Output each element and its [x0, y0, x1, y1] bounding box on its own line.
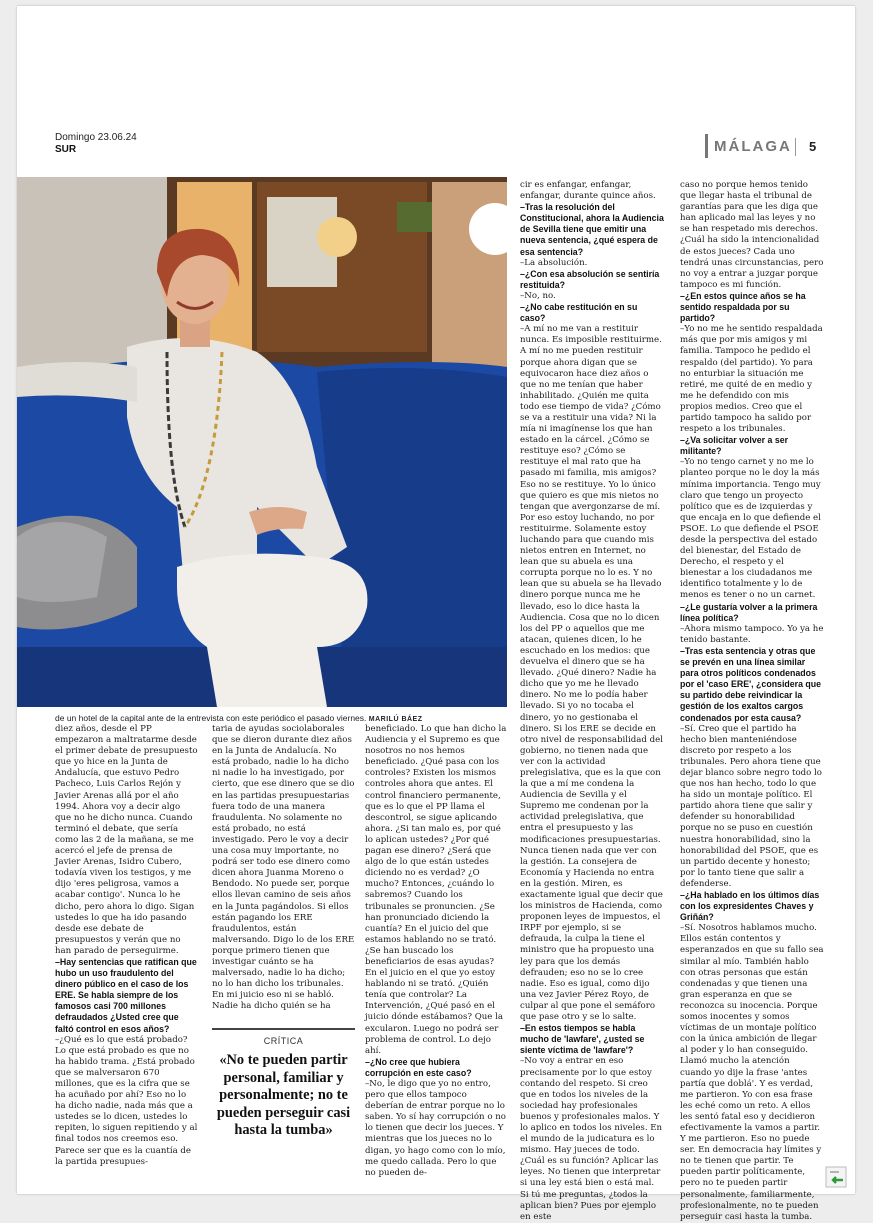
interview-answer: –No, le digo que yo no entro, pero que ellos tampoco deberían de entrar porque no lo saben. Yo sí hay corrupción o no lo tienen que decir los jueces. Y mientras que los jueces no lo digan, yo hago como con lo mío, me quedo callada. Pero lo que no pueden de-: [365, 1079, 506, 1178]
caption-text: de un hotel de la capital ante de la entrevista con este periódico el pasado viernes.: [55, 713, 367, 723]
interview-answer: –A mí no me van a restituir nunca. Es imposible restituirme. A mí no me pueden restituir porque ahora digan que se equivocaron hace diez años o que no me tenían que haber inhabilitado. ¿Quién me quita todo ese tiempo de vida? ¿Cómo se va a restituir una vida? Ni la mía ni imagínense los que han estado en la cárcel. ¿Cómo se restituye eso? ¿Cómo se restituye el mal rato que ha pasado mi familia, mis amigos? Eso no se restituye. Yo lo único que quiero es que mis nietos no tengan que avergonzarse de mí. Por eso estoy luchando, no por restituirme. Solamente estoy luchando para que cuando mis nietos entren en Internet, no lean que su abuela es una corrupta porque no lo es. Y no lean que su abuela se ha llevado dinero porque nunca me he llevado, eso lo dice hasta la Audiencia. Cosa que no lo dicen los del PP o aquellos que me atacan, quienes dicen, lo he escuchado en los medios: que devuelva el dinero que se ha llevado. ¿Qué dinero? Nadie ha dicho que yo me he llevado dinero. No me lo podía haber llevado. Si yo no tocaba el dinero, yo no gestionaba el dinero. Si los ERE se decide en otro nivel de responsabilidad del gobierno, no tienen nada que ver con la actividad prelegislativa, que es la que con la que a mí me condena la Audiencia de Sevilla y el Supremo me condenan por la actividad prelegislativa, que entra el presupuesto y las modificaciones presupuestarias. Nunca tienen nada que ver con la gestión. La consejera de Economía y Hacienda no entra en la gestión. Miren, es exactamente igual que decir que los ministros de Hacienda, como proponen leyes de impuestos, el IRPF por ejemplo, si se defrauda, la culpa la tiene el ministro que ha propuesto una ley para que los demás defrauden; eso no se lo cree nadie. Eso es igual, como dijo una vez Javier Pérez Royo, de culpar al que pone el semáforo que pase otro y se lo salte.: [520, 324, 663, 1023]
article-column-5: [680, 180, 824, 1223]
newspaper-page: [17, 6, 855, 1222]
interview-answer: taria de ayudas sociolaborales que se dieron durante diez años en la Junta de Andalucía. No está probado, nadie lo ha dicho ni nadie lo ha investigado, por cierto, que ese dinero que se dio en las partidas presupuestarias fuera todo de una manera fraudulenta. No solamente no está probado, no está investigado. Pero le voy a decir una cosa muy importante, no podrá ser todo ese dinero como dicen ahora Juanma Moreno o Bendodo. No puede ser, porque ellos llevan camino de seis años en la Junta pagándolos. Si ellos están pagando los ERE fraudulentos, están malversando. Digo lo de los ERE porque primero tienen que investigar cuánto se ha malversado, nadie lo ha dicho; no lo han dicho los tribunales. En mi juicio eso ni se habló. Nadie ha dicho quién se ha: [212, 724, 355, 1012]
interview-question: –¿En estos quince años se ha sentido respaldada por su partido?: [680, 290, 806, 324]
interview-answer: diez años, desde el PP empezaron a maltratarme desde el primer debate de presupuesto que yo hice en la Junta de Andalucía, que estuvo Pedro Pacheco, Luis Carlos Rejón y Javier Arenas allá por el año 1994. Ahora voy a decir algo que no he dicho nunca. Cuando terminó el debate, que sería como las 2 de la mañana, se me acercó el jefe de prensa de Javier Arenas, Isidro Cubero, todavía viven los testigos, y me dijo 'eres peligrosa, vamos a acabar contigo'. Nunca lo he dicho, pero ahora lo digo. Sigan ustedes lo que ha ido pasando desde ese debate de presupuestos y verán que no han parado de perseguirme.: [55, 724, 198, 956]
interview-answer: cir es enfangar, enfangar, enfangar, durante quince años.: [520, 180, 656, 202]
edition-date: Domingo 23.06.24: [55, 132, 137, 143]
interview-question: –¿Le gustaría volver a la primera línea política?: [680, 601, 818, 623]
interview-answer: beneficiado. Lo que han dicho la Audiencia y el Supremo es que nosotros no nos hemos beneficiado. ¿Qué pasa con los controles? Existen los mismos controles ahora que antes. El control financiero permanente, que es lo que el PP llama el descontrol, se sigue aplicando ahora. ¿Si tan malo es, por qué lo aplican ustedes? ¿Por qué pagan ese dinero? ¿Será que algo de lo que están ustedes diciendo no es verdad? ¿O mucho? Entonces, ¿cuándo lo sabremos? Cuando los tribunales se pronuncien. ¿Se han pronunciado diciendo la cuantía? En el juicio del que estamos hablando no se trató. ¿Se han buscado los beneficiarios de esas ayudas? En el juicio en el que yo estoy hablando ni se trató. ¿Quién tenía que controlar? La Intervención, ¿Qué pasó en el juicio dónde estábamos? Que la excularon. Luego no podrá ser problema de control. Lo dejo ahí.: [365, 724, 507, 1056]
header-divider: [705, 134, 708, 158]
header-divider-thin: [795, 138, 796, 156]
photo-caption: [55, 713, 515, 723]
interview-answer: –No voy a entrar en eso precisamente por lo que estoy contando del respeto. Si creo que en todos los niveles de la sociedad hay profesionales buenos y profesionales malos. Y lo aplico en todos los niveles. En el mundo de la judicatura es lo mismo. Hay jueces de todo. ¿Cuál es su función? Aplicar las leyes. No tienen que interpretar si una ley está bien o está mal. Si tú me preguntas, ¿todos la aplican bien? Pues por ejemplo en este: [520, 1056, 663, 1222]
interview-question: –¿Ha hablado en los últimos días con los expresidentes Chaves y Griñán?: [680, 890, 820, 923]
article-column-3: [365, 724, 508, 1179]
page-corner-arrow-icon[interactable]: [825, 1166, 847, 1188]
interview-question: –Tras esta sentencia y otras que se prevén en una línea similar para otros políticos condenados por el 'caso ERE', ¿considera que su partido debe reivindicar la gestión de los exaltos cargos condenados por esta causa?: [680, 645, 822, 723]
woman-on-sofa-illustration: [17, 177, 507, 707]
section-name: MÁLAGA: [714, 138, 792, 155]
pull-quote: «No te pueden partir personal, familiar y personalmente; no te pueden perseguir casi hasta la tumba»: [216, 1052, 351, 1138]
interview-answer: caso no porque hemos tenido que llegar hasta el tribunal de garantías para que les diga que han aplicado mal las leyes y no se han respetado mis derechos. ¿Cuál ha sido la intencionalidad de estos jueces? Cada uno tendrá unas circunstancias, pero no voy a entrar a juzgar porque tampoco es mi función.: [680, 180, 824, 290]
interview-photo: [17, 177, 507, 707]
interview-question: –¿Va solicitar volver a ser militante?: [680, 435, 789, 457]
interview-question: –¿No cree que hubiera corrupción en este caso?: [365, 1056, 472, 1078]
newspaper-brand: SUR: [55, 144, 77, 155]
interview-answer: –¿Qué es lo que está probado? Lo que está probado es que no ha habido trama. ¿Está probado que se malversaron 670 millones, que es la cifra que se ha acuñado por ahí? Eso no lo ha dicho nadie, nada más que a ustedes se lo dicen, ustedes lo repiten, lo siguen repitiendo y al final todos nos creemos eso. Parece ser que es la cuantía de la partida presupues-: [55, 1034, 198, 1167]
interview-answer: –Yo no me he sentido respaldada más que por mis amigos y mi familia. Tampoco he pedido el respaldo (del partido). Yo para no enturbiar la situación me retiré, me quité de en medio y me he defendido con mis propios medios. Creo que el partido tampoco ha salido por respeto a los tribunales.: [680, 324, 823, 435]
interview-question: –¿Con esa absolución se sentiría restituida?: [520, 268, 660, 290]
page-number: 5: [809, 139, 817, 154]
article-column-2: [212, 724, 355, 1012]
pull-quote-rule: [212, 1028, 355, 1030]
interview-answer: –Sí. Creo que el partido ha hecho bien manteniéndose discreto por respeto a los tribunales. Pero ahora tiene que dejar blanco sobre negro todo lo que nos han hecho, todo lo que ha sido un montaje político. El partido ahora tiene que salir y defender su honorabilidad porque no se puso en cuestión nuestra honorabilidad, sino la honorabilidad del PSOE, que es un partido decente y honesto; por lo tanto tiene que salir a defenderse.: [680, 723, 822, 889]
interview-question: –En estos tiempos se habla mucho de 'lawfare', ¿usted se siente víctima de 'lawfare'?: [520, 1023, 645, 1056]
interview-question: –¿No cabe restitución en su caso?: [520, 302, 638, 324]
interview-answer: –No, no.: [520, 290, 556, 301]
interview-answer: –Yo no tengo carnet y no me lo planteo porque no le doy la más mínima importancia. Tengo muy claro que tengo un proyecto político que es de izquierdas y que encaja en lo que defiende el PSOE. Lo que defiende el PSOE desde la perspectiva del estado del bienestar, del Estado de Derecho, el respeto y el bienestar a los ciudadanos me identifico totalmente y lo de menos es tener o no un carnet.: [680, 457, 821, 601]
interview-answer: –La absolución.: [520, 257, 588, 268]
pull-quote-label: CRÍTICA: [263, 1036, 304, 1046]
interview-question: –Tras la resolución del Constitucional, ahora la Audiencia de Sevilla tiene que emitir una nueva sentencia, ¿qué espera de esa sentencia?: [520, 202, 664, 257]
interview-question: –Hay sentencias que ratifican que hubo un uso fraudulento del dinero público en el caso de los ERE. Se habla siempre de los famosos casi 700 millones defraudados ¿Usted cree que faltó control en esos años?: [55, 956, 197, 1034]
article-column-1: [55, 724, 198, 1168]
article-column-4: [520, 180, 664, 1223]
interview-answer: –Sí. Nosotros hablamos mucho. Ellos están contentos y esperanzados en que su fallo sea similar al mío. También hablo con otras personas que están condenadas y que tienen una gran esperanza en que se reconozca su inocencia. Porque somos inocentes y somos víctimas de un montaje político con la única ambición de llegar al poder y lo han conseguido. Llamó mucho la atención cuando yo dije la frase 'antes partía que doblá'. Y es verdad, me partieron. Yo con esa frase les eché como un reto. A ellos les sentó fatal eso y decidieron efectivamente la vamos a partir. Y me partieron. Eso no puede ser. En democracia hay límites y no te tienen que partir. Te pueden partir políticamente, pero no te pueden partir personalmente, familiarmente, profesionalmente, no te pueden perseguir casi hasta la tumba.: [680, 923, 824, 1222]
interview-answer: –Ahora mismo tampoco. Yo ya he tenido bastante.: [680, 623, 824, 645]
photo-credit: MARILÚ BÁEZ: [368, 716, 423, 723]
